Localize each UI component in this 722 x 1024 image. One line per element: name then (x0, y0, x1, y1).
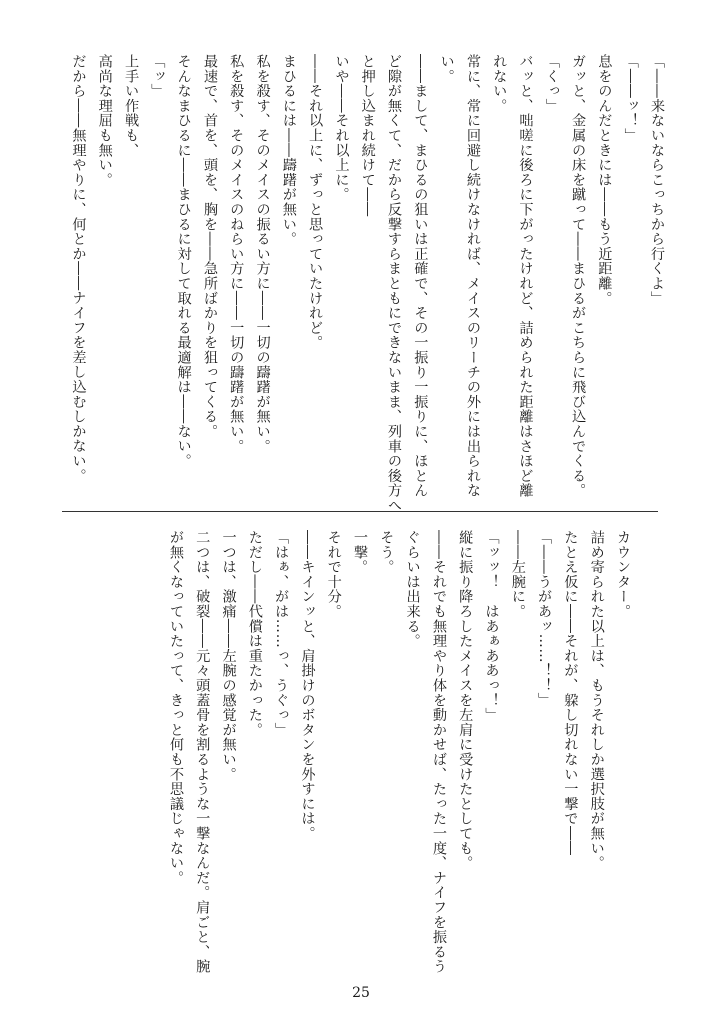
text-line: ど隙が無くて、だから反撃すらまともにできないまま、列車の後方へ (386, 54, 403, 513)
text-line: 縦に振り降ろしたメイスを左肩に受けたとしても。 (457, 530, 474, 871)
text-line: ただし――代償は重たかった。 (246, 530, 263, 738)
text-line: と押し込まれ続けて―― (359, 54, 376, 217)
text-line: 「――来ないならこっちから行くよ」 (649, 54, 665, 306)
text-line: 「はぁ、がは……っ、うぐっ」 (273, 530, 290, 738)
text-line: 最速で、首を、頭を、胸を――急所ばかりを狙ってくる。 (201, 54, 218, 439)
text-line: 息をのんだときには――もう近距離。 (596, 54, 613, 306)
text-line: れない。 (491, 54, 508, 114)
text-line: バッと、咄嗟に後ろに下がったけれど、詰められた距離はさほど離 (517, 54, 534, 498)
text-line: ――それでも無理やり体を動かせば、たった一度、ナイフを振るう (430, 530, 447, 974)
text-line: 私を殺す、そのメイスの振るい方に――一切の躊躇が無い。 (254, 54, 271, 454)
bottom-text-block (163, 530, 636, 974)
text-line: カウンター。 (615, 530, 631, 619)
top-text-block (65, 54, 670, 513)
text-line: 詰め寄られた以上は、もうそれしか選択肢が無い。 (588, 530, 605, 871)
text-line: いや――それ以上に。 (333, 54, 350, 202)
text-line: 一撃。 (352, 530, 369, 575)
text-line: 上手い作戦も、 (123, 54, 140, 158)
text-line: ――キインッと、肩掛けのボタンを外すには。 (299, 530, 316, 841)
text-line: それで十分。 (325, 530, 342, 619)
text-line: 一つは、激痛――左腕の感覚が無い。 (220, 530, 237, 782)
text-line: ――まして、まひるの狙いは正確で、その一振り一振りに、ほとん (412, 54, 429, 498)
text-line: そんなまひるに――まひるに対して取れる最適解は――ない。 (175, 54, 192, 469)
text-line: まひるには――躊躇が無い。 (280, 54, 297, 247)
text-line: ――それ以上に、ずっと思っていたけれど。 (307, 54, 324, 350)
text-line: ぐらいは出来る。 (404, 530, 421, 649)
text-line: 「――うがあッ……！！」 (536, 530, 553, 708)
section-divider (62, 511, 658, 512)
text-line: たとえ仮に――それが、躱し切れない一撃で―― (562, 530, 579, 856)
text-line: 私を殺す、そのメイスのねらい方に――一切の躊躇が無い。 (228, 54, 245, 454)
text-line: 「くっ」 (543, 54, 560, 114)
text-line: 高尚な理屈も無い。 (96, 54, 113, 188)
text-line: 二つは、破裂――元々頭蓋骨を割るような一撃なんだ。肩ごと、腕 (194, 530, 211, 974)
page-number: 25 (352, 985, 370, 1001)
text-line: い。 (438, 54, 455, 84)
text-line: そう。 (378, 530, 395, 575)
text-line: 「――ッ！」 (622, 54, 639, 143)
text-line: ガッと、金属の床を蹴って――まひるがこちらに飛び込んでくる。 (570, 54, 587, 498)
text-line: 「ッッ！ はあぁああっ！」 (483, 530, 500, 723)
text-line: 常に、常に回避し続けなければ、メイスのリーチの外には出られな (464, 54, 481, 498)
text-line: だから――無理やりに、何とか――ナイフを差し込むしかない。 (70, 54, 87, 484)
text-line: が無くなっていたって、きっと何も不思議じゃない。 (167, 530, 184, 886)
text-line: ――左腕に。 (509, 530, 526, 619)
text-line: 「ッ」 (149, 54, 166, 99)
